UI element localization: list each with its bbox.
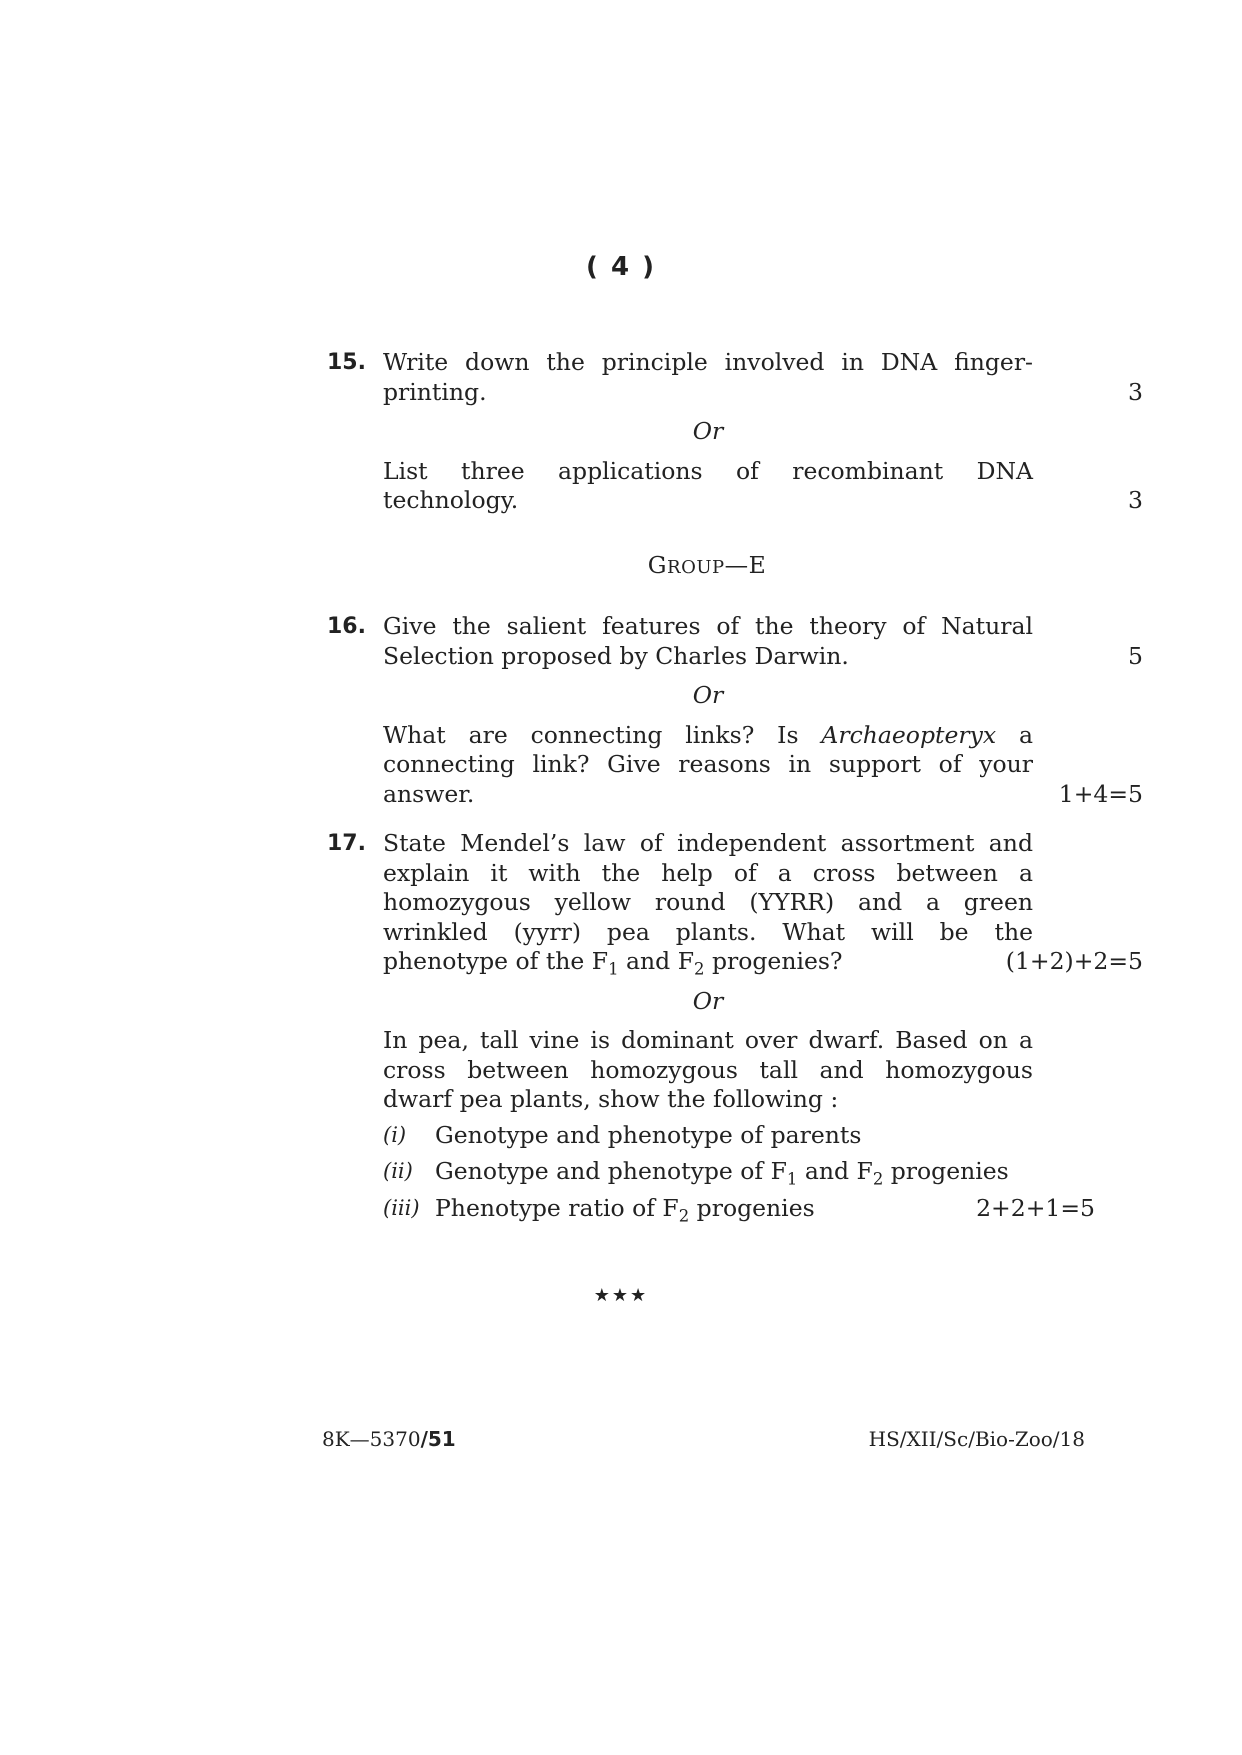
sub-question-label: (ii) <box>383 1159 413 1183</box>
group-small-caps: ROUP <box>667 556 725 578</box>
marks: 1+4=5 <box>1058 779 1143 808</box>
question-17-text-c: progenies? <box>704 947 843 975</box>
question-number: 17. <box>327 831 366 856</box>
or-divider: Or <box>692 681 724 709</box>
question-15-alt-text: List three applications of recombinant DNA technology. <box>383 456 1033 514</box>
footer-code-suffix: /51 <box>420 1427 456 1451</box>
group-heading <box>327 551 1087 583</box>
question-16-alt-text-a: What are connecting links? Is <box>383 720 822 749</box>
marks: 5 <box>1128 641 1143 670</box>
sub-question-text-b: and F <box>797 1157 873 1185</box>
sub-question-item <box>383 1157 1035 1187</box>
marks: 3 <box>1128 377 1143 406</box>
question-15-text: Write down the principle involved in DNA finger-printing. <box>383 348 1033 406</box>
end-stars: ★★★ <box>593 1285 649 1306</box>
question-16-text: Give the salient features of the theory of Natural Selection proposed by Charles Darwin. <box>383 612 1033 670</box>
sub-question-text-c: progenies <box>883 1157 1009 1185</box>
footer-code <box>322 1427 456 1451</box>
marks: (1+2)+2=5 <box>1005 947 1143 975</box>
sub-question-text-a: Phenotype ratio of F <box>435 1193 679 1222</box>
sub-question-text-b: progenies <box>689 1193 815 1222</box>
or-divider: Or <box>692 986 724 1015</box>
footer-paper-code: HS/XII/Sc/Bio-Zoo/18 <box>868 1427 1085 1451</box>
subscript: 2 <box>694 959 705 979</box>
alternative-question-text <box>383 456 1143 516</box>
page-number: ( 4 ) <box>586 252 656 282</box>
alternative-question-text <box>383 720 1143 810</box>
subscript: 1 <box>608 959 619 979</box>
question-17-text-a: State Mendel’s law of independent assortment and explain it with the help of a cross between a homozygous yellow round (YYRR) and a green wrinkled (yyrr) pea plants. What will be the phenotype of the F <box>383 829 1033 975</box>
spacer <box>327 809 1087 829</box>
question-text <box>383 612 1143 671</box>
sub-question-list <box>383 1120 1095 1226</box>
alternative-question-text <box>383 1026 1033 1115</box>
question-17 <box>327 829 1143 1226</box>
group-first-letter: G <box>647 550 668 579</box>
footer-code-prefix: 8K—5370 <box>322 1427 421 1451</box>
sub-question-text: Genotype and phenotype of parents <box>435 1120 862 1149</box>
sub-question-item <box>383 1193 1095 1226</box>
question-16-alt-text-b: a connecting link? Give reasons in support of your answer. <box>383 720 1033 808</box>
subscript: 2 <box>678 1206 690 1226</box>
marks: 2+2+1=5 <box>976 1193 1095 1222</box>
question-number: 16. <box>327 614 366 639</box>
question-16 <box>327 612 1143 809</box>
question-15 <box>327 348 1143 516</box>
question-text <box>383 348 1143 407</box>
question-17-alt-text: In pea, tall vine is dominant over dwarf. Based on a cross between homozygous tall and homozygous dwarf pea plants, show the following : <box>383 1026 1033 1113</box>
subscript: 2 <box>872 1169 884 1189</box>
question-text <box>383 829 1143 979</box>
question-number: 15. <box>327 350 366 375</box>
question-17-text-b: and F <box>618 947 694 975</box>
sub-question-item <box>383 1121 1035 1151</box>
subscript: 1 <box>786 1169 798 1189</box>
sub-question-text-a: Genotype and phenotype of F <box>435 1157 787 1185</box>
group-suffix: —E <box>724 550 767 579</box>
sub-question-label: (i) <box>383 1122 407 1147</box>
marks: 3 <box>1128 486 1143 514</box>
question-content <box>327 348 1143 1230</box>
sub-question-label: (iii) <box>383 1195 420 1220</box>
species-name: Archaeopteryx <box>821 720 997 749</box>
or-divider: Or <box>692 417 724 445</box>
